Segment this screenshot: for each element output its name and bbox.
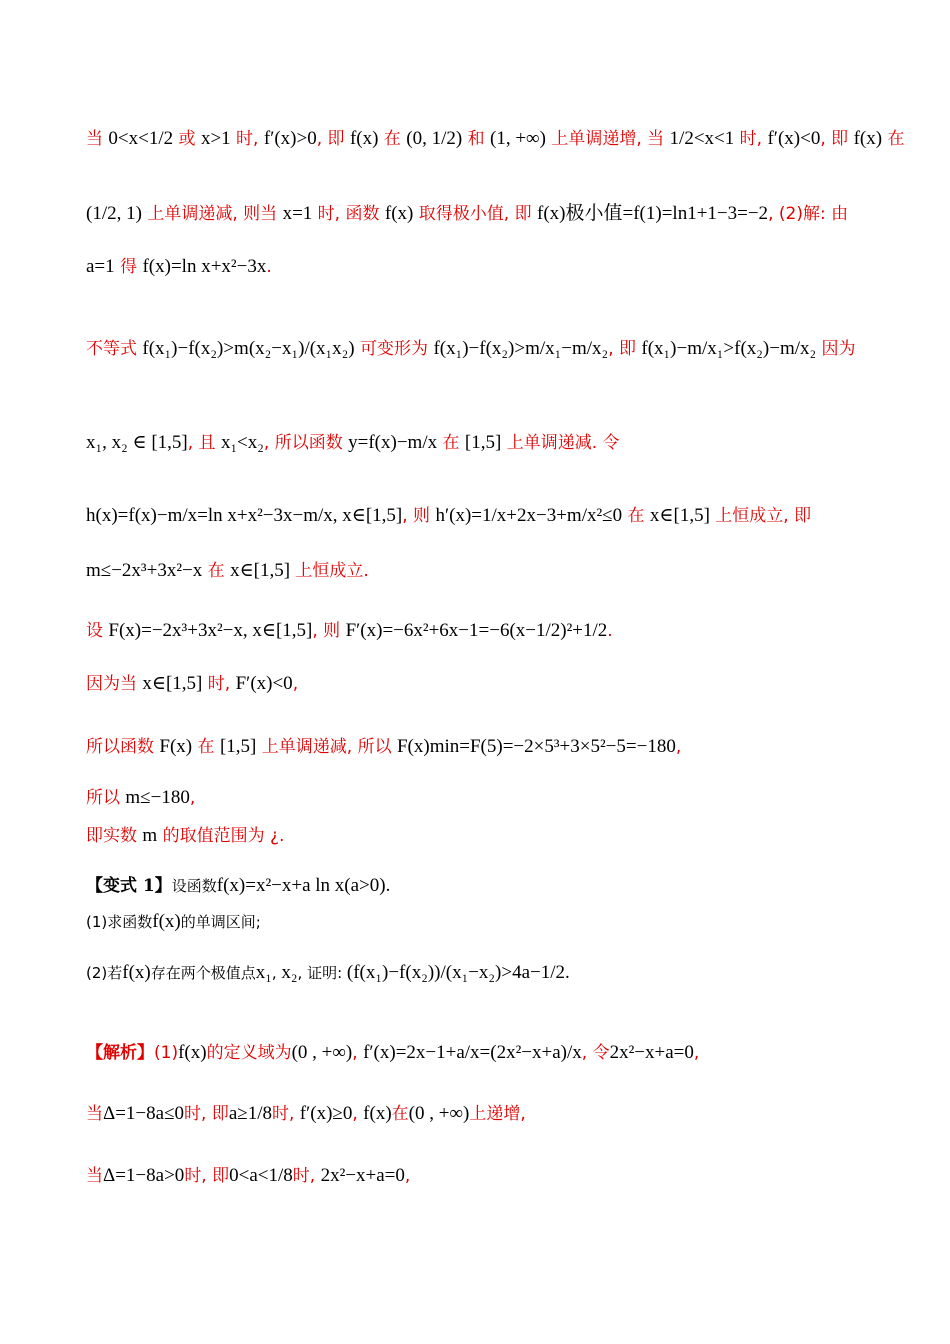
math-expression: 1/2<x<1 bbox=[669, 128, 735, 149]
text-segment: 可变形为 bbox=[354, 339, 434, 359]
math-expression: f(x) bbox=[363, 1103, 392, 1124]
math-expression: a≥1/8 bbox=[228, 1103, 272, 1124]
math-expression: f′(x)<0 bbox=[767, 128, 821, 149]
math-expression: x∈[1,5] bbox=[649, 505, 710, 526]
text-segment: , 则 bbox=[402, 506, 436, 526]
text-segment: 在 bbox=[202, 561, 231, 581]
math-expression: h′(x)=1/x+2x−3+m/x²≤0 bbox=[435, 505, 623, 526]
text-line bbox=[86, 432, 880, 455]
math-expression: [1,5] bbox=[464, 432, 502, 453]
text-segment: , bbox=[693, 1043, 700, 1063]
math-expression: x∈[1,5] bbox=[142, 673, 203, 694]
math-expression: f′(x)≥0 bbox=[299, 1103, 353, 1124]
text-line bbox=[86, 875, 880, 898]
math-expression: f′(x)>0 bbox=[263, 128, 317, 149]
math-expression: 2x²−x+a=0 bbox=[609, 1042, 694, 1063]
math-expression: m≤−180 bbox=[125, 787, 190, 808]
text-segment: , 即 bbox=[608, 339, 642, 359]
math-expression: x₂ bbox=[281, 962, 298, 983]
math-expression: m≤−2x³+3x²−x bbox=[86, 560, 203, 581]
text-segment: 设 bbox=[86, 621, 109, 641]
text-segment: 在 bbox=[622, 506, 650, 526]
math-expression: [1,5] bbox=[219, 736, 257, 757]
text-line bbox=[86, 1103, 880, 1126]
math-expression: (0 , +∞) bbox=[291, 1042, 353, 1063]
text-segment: 取得极小值, 即 bbox=[413, 204, 538, 224]
text-segment: 当 bbox=[86, 1104, 103, 1124]
text-segment: , bbox=[271, 964, 282, 982]
text-segment: 的单调区间; bbox=[180, 913, 261, 931]
text-segment: 时, bbox=[292, 1166, 321, 1186]
text-segment: , 且 bbox=[187, 433, 221, 453]
text-segment: 所以 bbox=[86, 788, 126, 808]
text-line bbox=[86, 203, 880, 226]
math-expression: (0, 1/2) bbox=[406, 128, 463, 149]
text-segment: , 则 bbox=[312, 621, 346, 641]
text-segment: , 即 bbox=[316, 129, 350, 149]
math-expression: f(x) bbox=[122, 962, 151, 983]
text-segment: 时, 即 bbox=[184, 1166, 230, 1186]
math-expression: F′(x)<0 bbox=[235, 673, 293, 694]
text-segment: 上恒成立, 即 bbox=[709, 506, 812, 526]
math-expression: f(x)=ln x+x²−3x bbox=[142, 256, 267, 277]
math-expression: F(x)=−2x³+3x²−x, x∈[1,5] bbox=[108, 620, 313, 641]
math-expression: h(x)=f(x)−m/x=ln x+x²−3x−m/x, x∈[1,5] bbox=[86, 505, 403, 526]
math-expression: f(x₁)−f(x₂)>m/x₁−m/x₂ bbox=[433, 338, 609, 359]
math-expression: f(x₁)−f(x₂)>m(x₂−x₁)/(x₁x₂) bbox=[142, 338, 355, 359]
math-expression: f(x) bbox=[349, 128, 379, 149]
text-segment: (1)求函数 bbox=[86, 913, 153, 931]
text-segment: (2)若 bbox=[86, 964, 123, 982]
text-line bbox=[86, 128, 905, 151]
text-segment: , bbox=[189, 788, 196, 808]
math-expression: (0 , +∞) bbox=[408, 1103, 470, 1124]
text-segment: , 即 bbox=[820, 129, 854, 149]
math-expression: x=1 bbox=[282, 203, 313, 224]
text-segment: 得 bbox=[114, 257, 143, 277]
math-expression: a=1 bbox=[86, 256, 115, 277]
text-segment: 【变式 1】 bbox=[86, 876, 172, 896]
math-expression: (f(x₁)−f(x₂))/(x₁−x₂)>4a−1/2. bbox=[346, 962, 570, 983]
text-segment: 不等式 bbox=[86, 339, 143, 359]
text-segment: , (2)解: 由 bbox=[768, 204, 849, 224]
text-line bbox=[86, 620, 880, 643]
math-expression: x₁<x₂ bbox=[220, 432, 264, 453]
text-segment: 上单调递减. 令 bbox=[501, 433, 620, 453]
text-segment: 在 bbox=[437, 433, 465, 453]
math-expression: 0<a<1/8 bbox=[229, 1165, 293, 1186]
text-segment: 因为 bbox=[816, 339, 856, 359]
text-segment: , bbox=[675, 737, 682, 757]
text-segment: (1) bbox=[154, 1043, 179, 1063]
math-expression: F′(x)=−6x²+6x−1=−6(x−1/2)²+1/2 bbox=[345, 620, 608, 641]
text-line bbox=[86, 825, 880, 848]
text-line bbox=[86, 338, 880, 361]
math-expression: Δ=1−8a≤0 bbox=[103, 1103, 185, 1124]
text-segment: 【解析】 bbox=[86, 1043, 154, 1063]
text-segment: , 令 bbox=[581, 1043, 610, 1063]
text-line bbox=[86, 256, 880, 279]
text-segment: 在 bbox=[192, 737, 220, 757]
text-segment: 当 bbox=[86, 1166, 103, 1186]
math-expression: (1, +∞) bbox=[490, 128, 546, 149]
text-segment: 的取值范围为 ¿. bbox=[157, 826, 285, 846]
math-expression: f(x) bbox=[384, 203, 414, 224]
math-expression: (1/2, 1) bbox=[86, 203, 142, 224]
text-segment: 所以函数 bbox=[86, 737, 160, 757]
text-segment: 时, bbox=[271, 1104, 300, 1124]
math-expression: f′(x)=2x−1+a/x=(2x²−x+a)/x bbox=[363, 1042, 582, 1063]
text-segment: , bbox=[352, 1104, 364, 1124]
math-expression: Δ=1−8a>0 bbox=[103, 1165, 185, 1186]
math-expression: m bbox=[142, 825, 158, 846]
text-segment: 上单调递增, 当 bbox=[545, 129, 670, 149]
text-segment: . bbox=[266, 257, 272, 277]
text-segment: 当 bbox=[86, 129, 109, 149]
math-expression: x₁, x₂ ∈ [1,5] bbox=[86, 432, 188, 453]
text-segment: , bbox=[404, 1166, 411, 1186]
text-segment: 时, bbox=[230, 129, 264, 149]
text-segment: 或 bbox=[173, 129, 201, 149]
text-segment: , 证明: bbox=[297, 964, 347, 982]
text-segment: 和 bbox=[462, 129, 490, 149]
text-line bbox=[86, 505, 880, 528]
text-segment: 上单调递减, 则当 bbox=[141, 204, 283, 224]
text-segment: 时, 即 bbox=[184, 1104, 229, 1124]
math-expression: x₁ bbox=[255, 962, 272, 983]
text-line bbox=[86, 911, 880, 934]
math-expression: 0<x<1/2 bbox=[108, 128, 174, 149]
text-segment: 时, bbox=[734, 129, 768, 149]
text-segment: 上单调递减, 所以 bbox=[256, 737, 397, 757]
text-line bbox=[86, 787, 880, 810]
text-segment: , bbox=[352, 1043, 364, 1063]
text-segment: 设函数 bbox=[171, 877, 217, 895]
text-line bbox=[86, 560, 880, 583]
math-expression: f(x) bbox=[853, 128, 883, 149]
text-segment: 上递增, bbox=[469, 1104, 526, 1124]
math-expression: 2x²−x+a=0 bbox=[320, 1165, 405, 1186]
text-line bbox=[86, 673, 880, 696]
math-expression: f(x) bbox=[178, 1042, 207, 1063]
text-segment: 在 bbox=[882, 129, 905, 149]
text-segment: , bbox=[292, 674, 299, 694]
math-expression: y=f(x)−m/x bbox=[348, 432, 438, 453]
text-line bbox=[86, 736, 880, 759]
math-expression: f(x)=x²−x+a ln x(a>0). bbox=[216, 875, 391, 896]
text-segment: , 所以函数 bbox=[263, 433, 349, 453]
math-expression: x∈[1,5] bbox=[230, 560, 291, 581]
math-expression: x>1 bbox=[200, 128, 231, 149]
text-segment: 在 bbox=[378, 129, 407, 149]
math-expression: F(x) bbox=[159, 736, 193, 757]
math-expression: f(x)极小值=f(1)=ln1+1−3=−2 bbox=[537, 203, 769, 224]
text-line bbox=[86, 962, 880, 985]
text-segment: 存在两个极值点 bbox=[150, 964, 256, 982]
text-segment: . bbox=[607, 621, 613, 641]
text-line bbox=[86, 1042, 880, 1065]
text-segment: 在 bbox=[391, 1104, 409, 1124]
text-segment: 时, 函数 bbox=[312, 204, 385, 224]
text-segment: 时, bbox=[202, 674, 236, 694]
text-segment: 因为当 bbox=[86, 674, 143, 694]
text-segment: 上恒成立. bbox=[290, 561, 369, 581]
text-segment: 的定义域为 bbox=[206, 1043, 292, 1063]
text-segment: 即实数 bbox=[86, 826, 143, 846]
math-expression: f(x) bbox=[152, 911, 181, 932]
math-expression: f(x₁)−m/x₁>f(x₂)−m/x₂ bbox=[641, 338, 817, 359]
text-line bbox=[86, 1165, 880, 1188]
math-expression: F(x)min=F(5)=−2×5³+3×5²−5=−180 bbox=[396, 736, 676, 757]
